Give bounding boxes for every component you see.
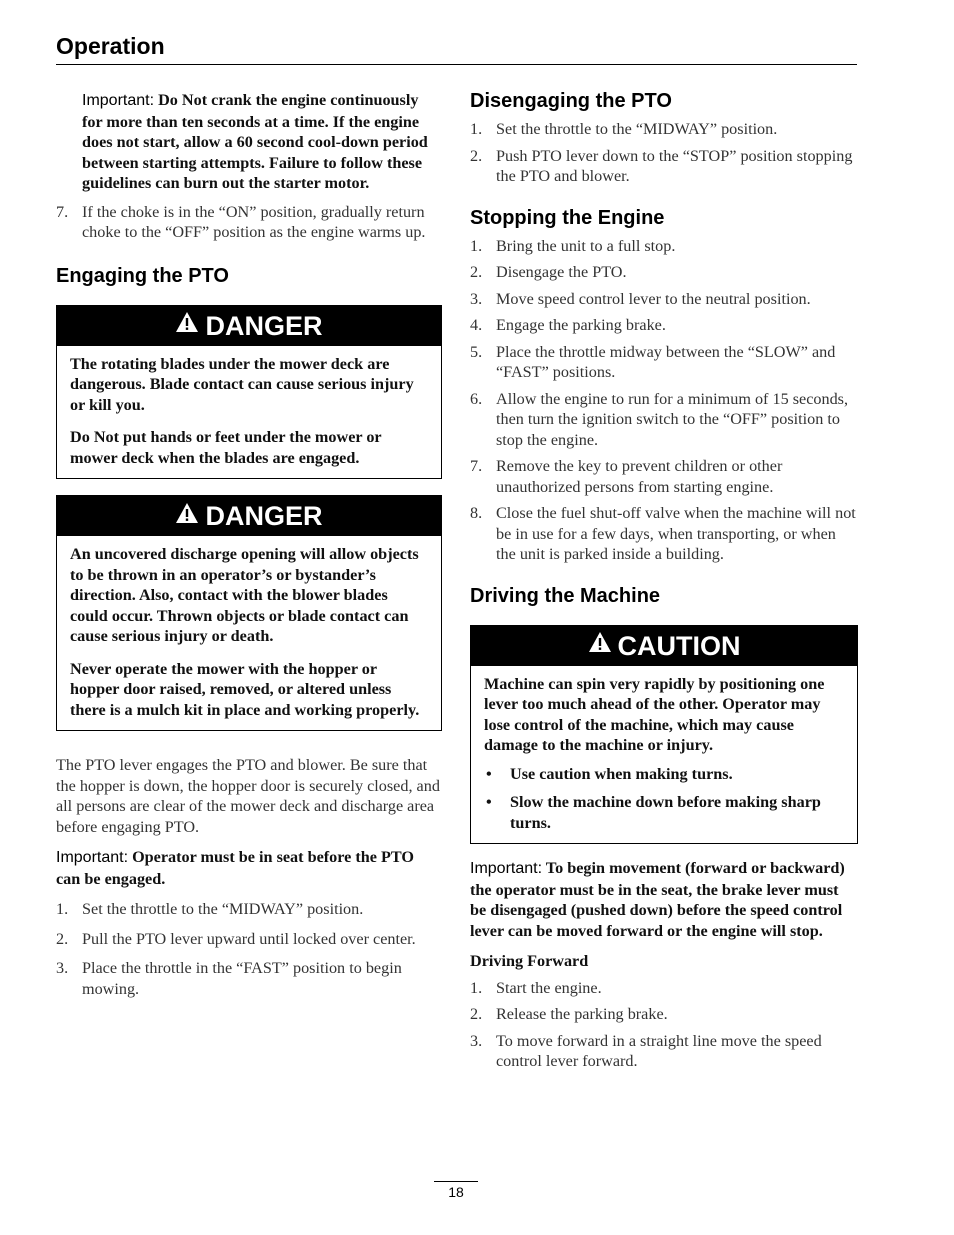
page-number: 18 [448, 1184, 464, 1200]
list-item [470, 146, 858, 187]
caution-box-header [471, 626, 857, 666]
step-number: 4. [470, 316, 483, 334]
disengaging-step-list [470, 119, 858, 187]
list-item [470, 1004, 858, 1025]
caution-box [470, 625, 858, 845]
danger-box-header [57, 306, 441, 346]
step-number: 2. [470, 1005, 483, 1023]
warning-triangle-icon [175, 495, 199, 535]
step-text: Move speed control lever to the neutral position. [496, 289, 811, 308]
step-number: 7. [470, 457, 483, 475]
step-number: 2. [470, 263, 483, 281]
danger-box-discharge [56, 495, 442, 731]
important-label: Important: [56, 849, 129, 866]
step-text: Disengage the PTO. [496, 263, 627, 281]
step-text: Push PTO lever down to the “STOP” position stopping the PTO and blower. [496, 146, 853, 185]
step-text: Set the throttle to the “MIDWAY” position. [496, 120, 778, 138]
bullet-text: Use caution when making turns. [510, 764, 733, 783]
header-divider [56, 64, 857, 65]
section-heading-disengaging-pto: Disengaging the PTO [470, 90, 672, 112]
engaging-step-list [56, 899, 442, 999]
warning-triangle-icon [175, 304, 199, 344]
danger-box-header [57, 496, 441, 536]
important-label: Important: [82, 92, 155, 109]
list-item [56, 958, 442, 999]
important-text: Operator must be in seat before the PTO can be engaged. [56, 848, 414, 888]
bullet-icon: • [486, 793, 492, 811]
danger-title: DANGER [205, 310, 323, 341]
choke-step-list [56, 202, 442, 243]
step-number: 5. [470, 342, 483, 361]
list-item [56, 929, 442, 950]
step-text: Set the throttle to the “MIDWAY” position. [82, 900, 364, 918]
list-item [484, 764, 844, 785]
list-item [470, 289, 858, 310]
step-number: 8. [470, 504, 483, 522]
footer-divider [434, 1181, 478, 1182]
step-number: 3. [470, 289, 483, 308]
list-item [56, 899, 442, 920]
list-item [470, 456, 858, 497]
step-number: 7. [56, 202, 69, 221]
step-text: Remove the key to prevent children or other unauthorized persons from starting engine. [496, 457, 783, 496]
caution-bullet-list [484, 764, 844, 834]
danger-box-blades [56, 305, 442, 480]
section-heading-engaging-pto: Engaging the PTO [56, 264, 229, 287]
warning-triangle-icon [588, 624, 612, 664]
list-item [470, 236, 858, 257]
step-text: Place the throttle midway between the “SLOW” and “FAST” positions. [496, 342, 836, 381]
caution-title: CAUTION [617, 630, 741, 661]
step-number: 1. [470, 236, 483, 255]
danger-paragraph: The rotating blades under the mower deck are dangerous. Blade contact can cause serious injury or kill you. [70, 354, 414, 414]
caution-box-body [471, 666, 857, 844]
step-number: 1. [470, 978, 483, 997]
list-item [470, 315, 858, 336]
step-text: To move forward in a straight line move the speed control lever forward. [496, 1031, 822, 1070]
bullet-text: Slow the machine down before making sharp turns. [510, 793, 821, 832]
important-text: To begin movement (forward or backward) the operator must be in the seat, the brake lever must be disengaged (pushed down) before the speed control lever can be moved forward or the engine will stop. [470, 859, 845, 940]
subheading-driving-forward: Driving Forward [470, 952, 589, 970]
step-text: Release the parking brake. [496, 1005, 668, 1023]
left-column [56, 90, 442, 1005]
step-text: Place the throttle in the “FAST” position to begin mowing. [82, 959, 402, 998]
step-number: 3. [470, 1031, 483, 1050]
list-item [470, 342, 858, 383]
step-number: 2. [56, 929, 69, 948]
step-text: Pull the PTO lever upward until locked over center. [82, 929, 416, 948]
important-note-starter [82, 90, 442, 194]
step-number: 2. [470, 146, 483, 165]
important-label: Important: [470, 860, 543, 877]
step-text: Allow the engine to run for a minimum of 15 seconds, then turn the ignition switch to the “OFF” position to stop the engine. [496, 389, 849, 449]
danger-paragraph: An uncovered discharge opening will allow objects to be thrown in an operator’s or bystander’s direction. Also, contact with the blower blades could occur. Thrown objects or blade contact can cause serious injury or death. [70, 545, 419, 645]
caution-paragraph: Machine can spin very rapidly by positioning one lever too much ahead of the other. Operator may lose control of the machine, which may cause damage to the machine or injury. [484, 674, 825, 754]
important-note-movement [470, 858, 858, 941]
step-number: 1. [470, 120, 483, 138]
step-number: 6. [470, 389, 483, 408]
list-item [56, 202, 442, 243]
list-item [470, 503, 858, 565]
danger-title: DANGER [205, 501, 323, 531]
important-text: Do Not crank the engine continuously for more than ten seconds at a time. If the engine does not start, allow a 60 second cool-down period between starting attempts. Failure to follow these guidelines can burn out the starter motor. [82, 91, 428, 192]
step-number: 3. [56, 959, 69, 977]
danger-box-body [57, 346, 441, 479]
danger-paragraph: Do Not put hands or feet under the mower or mower deck when the blades are engaged. [70, 428, 382, 467]
step-text: Bring the unit to a full stop. [496, 236, 676, 255]
section-heading-stopping-engine: Stopping the Engine [470, 206, 665, 229]
danger-box-body [57, 536, 441, 730]
list-item [470, 978, 858, 999]
list-item [470, 119, 858, 140]
step-text: Close the fuel shut-off valve when the machine will not be in use for a few days, when transporting, or when the unit is parked inside a building. [496, 504, 856, 563]
step-text: Start the engine. [496, 978, 602, 997]
page-header-title: Operation [56, 33, 165, 59]
driving-forward-step-list [470, 978, 858, 1072]
danger-paragraph: Never operate the mower with the hopper or hopper door raised, removed, or altered unless there is a mulch kit in place and working properly. [70, 659, 420, 719]
list-item [470, 389, 858, 451]
step-text: Engage the parking brake. [496, 316, 666, 334]
right-column [470, 90, 858, 1078]
stopping-step-list [470, 236, 858, 565]
list-item [470, 262, 858, 283]
step-text: If the choke is in the “ON” position, gradually return choke to the “OFF” position as the engine warms up. [82, 202, 426, 241]
bullet-icon: • [486, 764, 492, 783]
important-note-seat [56, 847, 442, 889]
list-item [484, 792, 844, 833]
step-number: 1. [56, 900, 69, 918]
pto-paragraph: The PTO lever engages the PTO and blower. Be sure that the hopper is down, the hopper door is securely closed, and all persons are clear of the mower deck and discharge area before engaging PTO. [56, 756, 440, 836]
list-item [470, 1031, 858, 1072]
section-heading-driving-machine: Driving the Machine [470, 584, 661, 607]
